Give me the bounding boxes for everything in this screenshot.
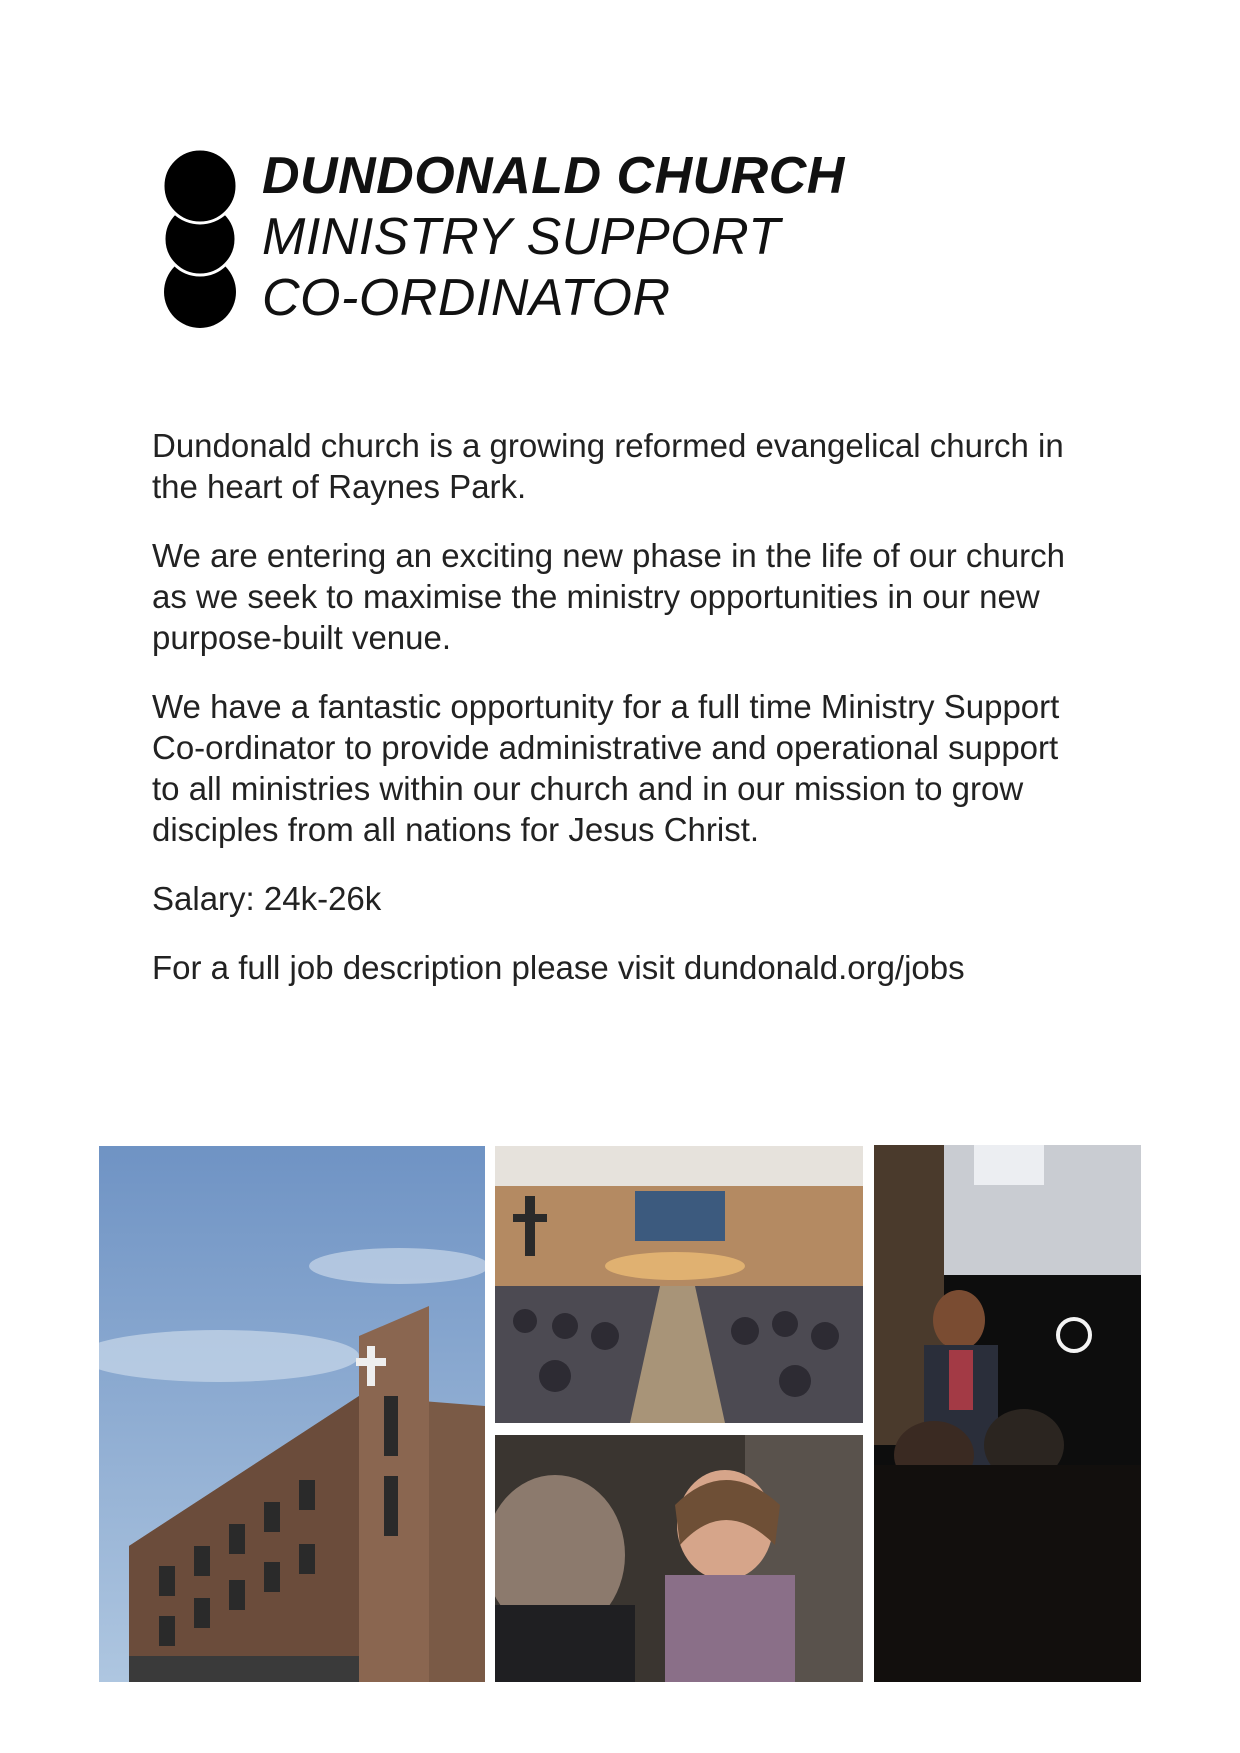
title-block bbox=[262, 146, 845, 329]
opportunity-paragraph: We have a fantastic opportunity for a full time Ministry Support Co-ordinator to provide administrative and operational support to all ministries within our church and in our mission to grow disciples from all nations for Jesus Christ. bbox=[152, 688, 1060, 848]
fellowship-conversation-photo bbox=[495, 1435, 863, 1682]
church-logo-icon bbox=[160, 146, 240, 332]
salary-text: Salary: 24k-26k bbox=[152, 880, 382, 917]
congregation-hall-photo bbox=[495, 1146, 863, 1423]
new-phase-paragraph: We are entering an exciting new phase in the life of our church as we seek to maximise the ministry opportunities in our new purpose-built venue. bbox=[152, 537, 1065, 656]
role-title-line-2: CO-ORDINATOR bbox=[262, 269, 671, 327]
preacher-speaking-photo bbox=[874, 1145, 1141, 1682]
intro-paragraph: Dundonald church is a growing reformed evangelical church in the heart of Raynes Park. bbox=[152, 427, 1064, 505]
job-description-body bbox=[152, 425, 1092, 1016]
role-title-line-1: MINISTRY SUPPORT bbox=[262, 208, 781, 266]
church-building-photo bbox=[99, 1146, 485, 1682]
job-link-text: For a full job description please visit dundonald.org/jobs bbox=[152, 949, 965, 986]
church-name: DUNDONALD CHURCH bbox=[262, 147, 845, 205]
